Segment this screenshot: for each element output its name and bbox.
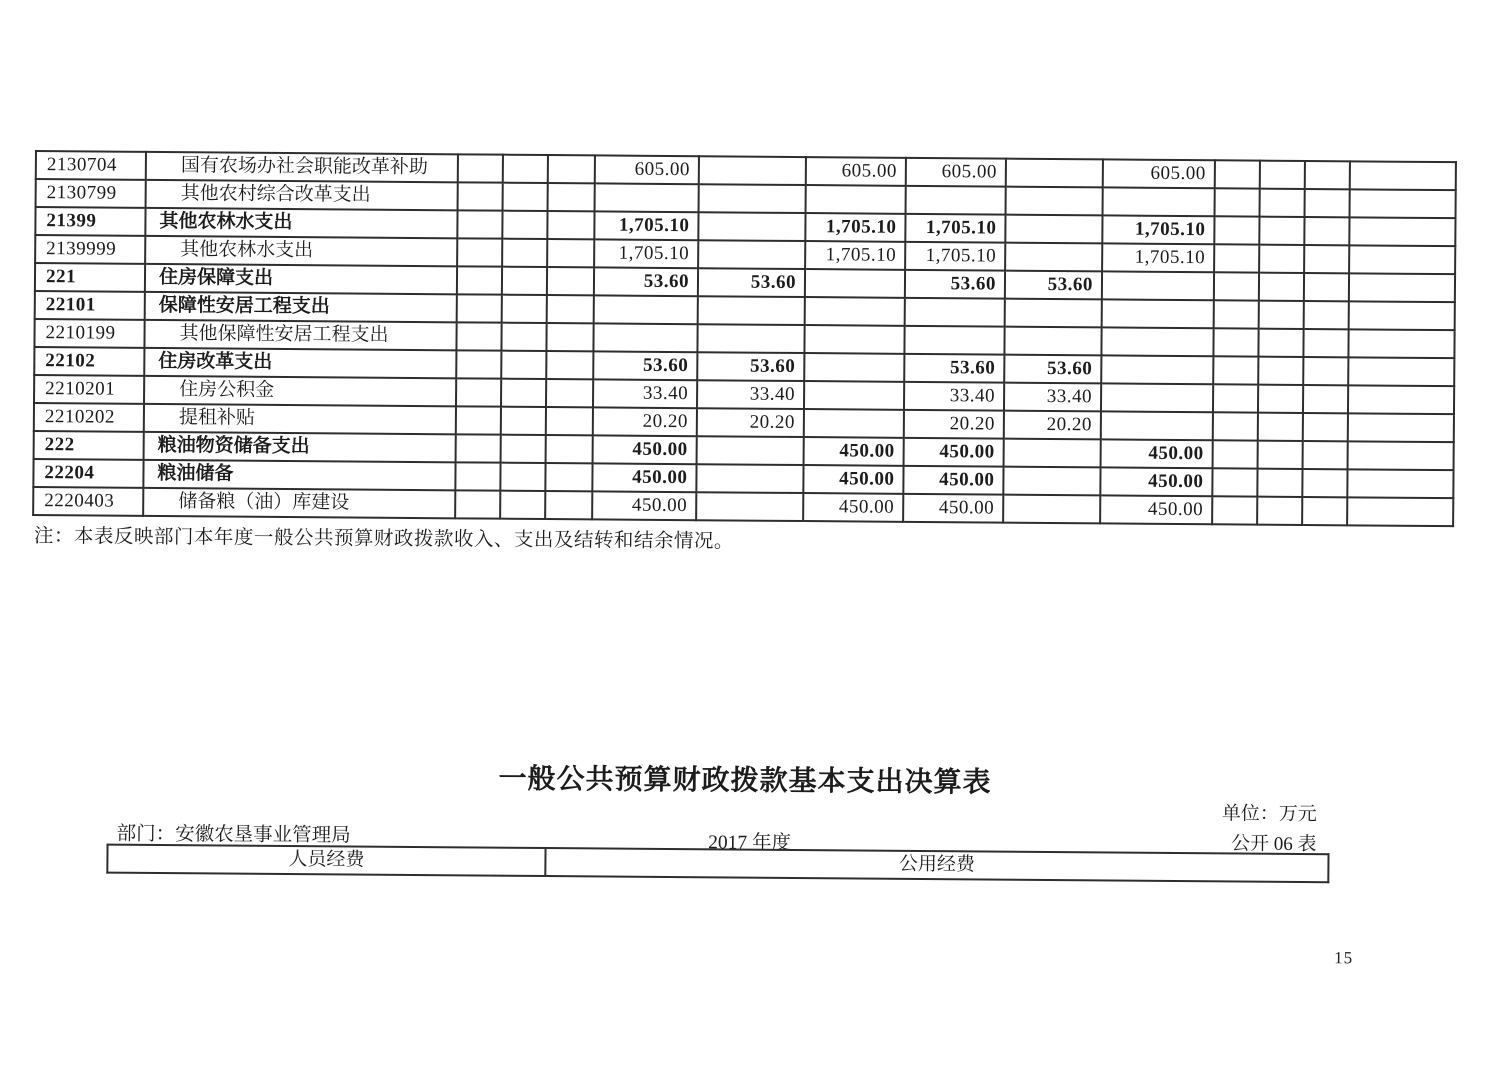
empty-cell <box>455 490 500 518</box>
empty-cell <box>546 379 593 407</box>
empty-cell <box>502 211 547 239</box>
value-cell: 450.00 <box>904 438 1004 467</box>
value-cell <box>1003 467 1100 496</box>
public-expense-header: 公用经费 <box>545 848 1328 882</box>
empty-cell <box>502 267 547 295</box>
empty-cell <box>502 295 547 323</box>
value-cell <box>1102 299 1214 328</box>
empty-cell <box>500 491 545 519</box>
empty-cell <box>1260 189 1305 217</box>
empty-cell <box>1259 301 1304 329</box>
empty-cell <box>1302 497 1347 525</box>
empty-cell <box>501 351 546 379</box>
value-cell <box>1006 159 1103 188</box>
empty-cell <box>1304 217 1349 245</box>
empty-cell <box>1304 301 1349 329</box>
empty-cell <box>1258 385 1303 413</box>
value-cell <box>697 436 804 465</box>
empty-cell <box>548 155 595 183</box>
value-cell <box>1102 271 1214 300</box>
subject-name-cell: 粮油储备 <box>143 460 455 490</box>
empty-cell <box>456 378 501 406</box>
empty-cell <box>1213 412 1258 440</box>
value-cell <box>1101 327 1213 356</box>
empty-cell <box>1258 357 1303 385</box>
subject-code-cell: 222 <box>34 431 144 460</box>
value-cell: 450.00 <box>903 494 1003 523</box>
empty-cell <box>1214 272 1259 300</box>
subject-name-cell: 其他农村综合改革支出 <box>146 180 458 210</box>
empty-cell <box>547 295 594 323</box>
value-cell: 450.00 <box>803 493 903 522</box>
value-cell: 450.00 <box>1100 495 1212 524</box>
value-cell: 33.40 <box>904 382 1004 411</box>
value-cell: 450.00 <box>593 435 697 464</box>
empty-cell <box>1258 329 1303 357</box>
empty-cell <box>1212 468 1257 496</box>
value-cell <box>1103 187 1215 216</box>
value-cell <box>1004 327 1101 356</box>
value-cell <box>1003 495 1100 524</box>
empty-cell <box>1213 440 1258 468</box>
subject-name-cell: 储备粮（油）库建设 <box>143 488 455 518</box>
empty-cell <box>1303 357 1348 385</box>
value-cell: 33.40 <box>697 380 804 409</box>
subject-name-cell: 粮油物资储备支出 <box>144 432 456 462</box>
subject-name-cell: 住房保障支出 <box>145 264 457 294</box>
empty-cell <box>1347 469 1453 498</box>
empty-cell <box>1259 245 1304 273</box>
empty-cell <box>1258 441 1303 469</box>
value-cell: 20.20 <box>697 408 804 437</box>
empty-cell <box>456 322 501 350</box>
subject-code-cell: 22204 <box>33 459 143 488</box>
value-cell: 450.00 <box>804 437 904 466</box>
empty-cell <box>503 183 548 211</box>
empty-cell <box>1348 329 1454 358</box>
subject-name-cell: 国有农场办社会职能改革补助 <box>146 152 458 182</box>
empty-cell <box>1349 245 1455 274</box>
value-cell: 53.60 <box>698 268 805 297</box>
empty-cell <box>1213 356 1258 384</box>
value-cell <box>698 212 805 241</box>
empty-cell <box>1214 244 1259 272</box>
value-cell <box>906 186 1006 215</box>
subject-name-cell: 其他农林水支出 <box>145 236 457 266</box>
empty-cell <box>1257 497 1302 525</box>
empty-cell <box>1215 188 1260 216</box>
empty-cell <box>1213 328 1258 356</box>
empty-cell <box>547 239 594 267</box>
empty-cell <box>456 434 501 462</box>
value-cell: 1,705.10 <box>805 241 905 270</box>
value-cell <box>804 325 904 354</box>
value-cell: 20.20 <box>593 407 697 436</box>
empty-cell <box>1349 301 1455 330</box>
value-cell <box>1101 383 1213 412</box>
value-cell <box>805 269 905 298</box>
empty-cell <box>1257 469 1302 497</box>
empty-cell <box>1347 497 1453 526</box>
empty-cell <box>458 182 503 210</box>
value-cell <box>804 353 904 382</box>
value-cell <box>595 183 699 212</box>
department-label: 部门：安徽农垦事业管理局 <box>116 823 351 847</box>
empty-cell <box>547 267 594 295</box>
subject-code-cell: 2210202 <box>34 403 144 432</box>
value-cell: 1,705.10 <box>1102 243 1214 272</box>
empty-cell <box>548 183 595 211</box>
value-cell: 53.60 <box>904 354 1004 383</box>
value-cell <box>804 381 904 410</box>
empty-cell <box>455 462 500 490</box>
empty-cell <box>501 407 546 435</box>
personnel-expense-header: 人员经费 <box>107 845 545 876</box>
empty-cell <box>1304 245 1349 273</box>
empty-cell <box>1302 469 1347 497</box>
value-cell <box>699 184 806 213</box>
value-cell <box>904 326 1004 355</box>
empty-cell <box>457 266 502 294</box>
empty-cell <box>546 435 593 463</box>
value-cell <box>1005 215 1102 244</box>
empty-cell <box>1258 413 1303 441</box>
value-cell <box>805 297 905 326</box>
empty-cell <box>1350 161 1456 190</box>
value-cell: 53.60 <box>1005 271 1102 300</box>
empty-cell <box>503 155 548 183</box>
budget-continuation-table <box>32 150 1457 527</box>
empty-cell <box>1259 273 1304 301</box>
value-cell: 450.00 <box>1100 467 1212 496</box>
empty-cell <box>500 463 545 491</box>
empty-cell <box>1348 357 1454 386</box>
empty-cell <box>457 210 502 238</box>
value-cell: 450.00 <box>592 463 696 492</box>
empty-cell <box>1350 189 1456 218</box>
empty-cell <box>1214 216 1259 244</box>
empty-cell <box>456 406 501 434</box>
subject-name-cell: 其他保障性安居工程支出 <box>144 320 456 350</box>
value-cell <box>1101 411 1213 440</box>
subject-name-cell: 其他农林水支出 <box>145 208 457 238</box>
value-cell: 450.00 <box>903 466 1003 495</box>
value-cell <box>699 156 806 185</box>
subject-code-cell: 21399 <box>35 207 145 236</box>
empty-cell <box>545 463 592 491</box>
value-cell <box>697 324 804 353</box>
year-label: 2017 年度 <box>708 832 792 854</box>
value-cell: 53.60 <box>1004 355 1101 384</box>
table-note: 注：本表反映部门本年度一般公共预算财政拨款收入、支出及结转和结余情况。 <box>33 526 735 553</box>
subject-name-cell: 住房改革支出 <box>144 348 456 378</box>
subject-code-cell: 2220403 <box>33 487 143 516</box>
value-cell: 53.60 <box>697 352 804 381</box>
value-cell <box>593 323 697 352</box>
subject-name-cell: 保障性安居工程支出 <box>145 292 457 322</box>
value-cell: 53.60 <box>593 351 697 380</box>
empty-cell <box>458 154 503 182</box>
empty-cell <box>546 407 593 435</box>
empty-cell <box>502 239 547 267</box>
empty-cell <box>1348 385 1454 414</box>
empty-cell <box>1305 189 1350 217</box>
empty-cell <box>547 211 594 239</box>
page-number: 15 <box>1334 948 1354 968</box>
empty-cell <box>1213 384 1258 412</box>
value-cell <box>1005 299 1102 328</box>
value-cell <box>905 298 1005 327</box>
value-cell: 450.00 <box>592 491 696 520</box>
subject-code-cell: 22101 <box>35 291 145 320</box>
subject-name-cell: 住房公积金 <box>144 376 456 406</box>
subject-code-cell: 2210199 <box>34 319 144 348</box>
value-cell <box>1005 243 1102 272</box>
value-cell <box>594 295 698 324</box>
value-cell <box>1004 439 1101 468</box>
empty-cell <box>1349 217 1455 246</box>
value-cell <box>696 492 803 521</box>
empty-cell <box>1348 413 1454 442</box>
empty-cell <box>457 238 502 266</box>
empty-cell <box>1303 413 1348 441</box>
empty-cell <box>1214 300 1259 328</box>
empty-cell <box>1303 329 1348 357</box>
value-cell <box>806 185 906 214</box>
value-cell <box>804 409 904 438</box>
empty-cell <box>1304 273 1349 301</box>
empty-cell <box>1303 441 1348 469</box>
value-cell <box>1101 355 1213 384</box>
empty-cell <box>501 323 546 351</box>
value-cell <box>698 296 805 325</box>
subject-name-cell: 提租补贴 <box>144 404 456 434</box>
value-cell: 605.00 <box>806 157 906 186</box>
value-cell: 450.00 <box>803 465 903 494</box>
value-cell: 605.00 <box>595 155 699 184</box>
value-cell: 1,705.10 <box>594 211 698 240</box>
value-cell: 33.40 <box>1004 383 1101 412</box>
subject-code-cell: 22102 <box>34 347 144 376</box>
empty-cell <box>546 323 593 351</box>
empty-cell <box>546 351 593 379</box>
unit-label: 单位：万元 <box>1221 803 1317 826</box>
value-cell: 53.60 <box>594 267 698 296</box>
value-cell <box>1006 187 1103 216</box>
value-cell: 1,705.10 <box>1102 215 1214 244</box>
subject-code-cell: 221 <box>35 263 145 292</box>
empty-cell <box>1260 161 1305 189</box>
subject-code-cell: 2130799 <box>36 179 146 208</box>
empty-cell <box>1259 217 1304 245</box>
empty-cell <box>1348 441 1454 470</box>
sheet-number-label: 公开 06 表 <box>1230 833 1317 856</box>
value-cell: 1,705.10 <box>905 214 1005 243</box>
value-cell <box>696 464 803 493</box>
value-cell: 33.40 <box>593 379 697 408</box>
value-cell: 20.20 <box>904 410 1004 439</box>
empty-cell <box>1303 385 1348 413</box>
subject-code-cell: 2139999 <box>35 235 145 264</box>
empty-cell <box>501 379 546 407</box>
empty-cell <box>456 350 501 378</box>
value-cell: 53.60 <box>905 270 1005 299</box>
subject-code-cell: 2210201 <box>34 375 144 404</box>
empty-cell <box>1305 161 1350 189</box>
empty-cell <box>501 435 546 463</box>
value-cell: 20.20 <box>1004 411 1101 440</box>
empty-cell <box>1215 160 1260 188</box>
empty-cell <box>1349 273 1455 302</box>
empty-cell <box>457 294 502 322</box>
value-cell <box>698 240 805 269</box>
basic-expenditure-table-title: 一般公共预算财政拨款基本支出决算表 <box>498 762 992 798</box>
value-cell: 1,705.10 <box>905 242 1005 271</box>
value-cell: 1,705.10 <box>805 213 905 242</box>
subject-code-cell: 2130704 <box>36 151 146 180</box>
empty-cell <box>1212 496 1257 524</box>
value-cell: 605.00 <box>1103 159 1215 188</box>
value-cell: 605.00 <box>906 158 1006 187</box>
value-cell: 1,705.10 <box>594 239 698 268</box>
value-cell: 450.00 <box>1101 439 1213 468</box>
empty-cell <box>545 491 592 519</box>
